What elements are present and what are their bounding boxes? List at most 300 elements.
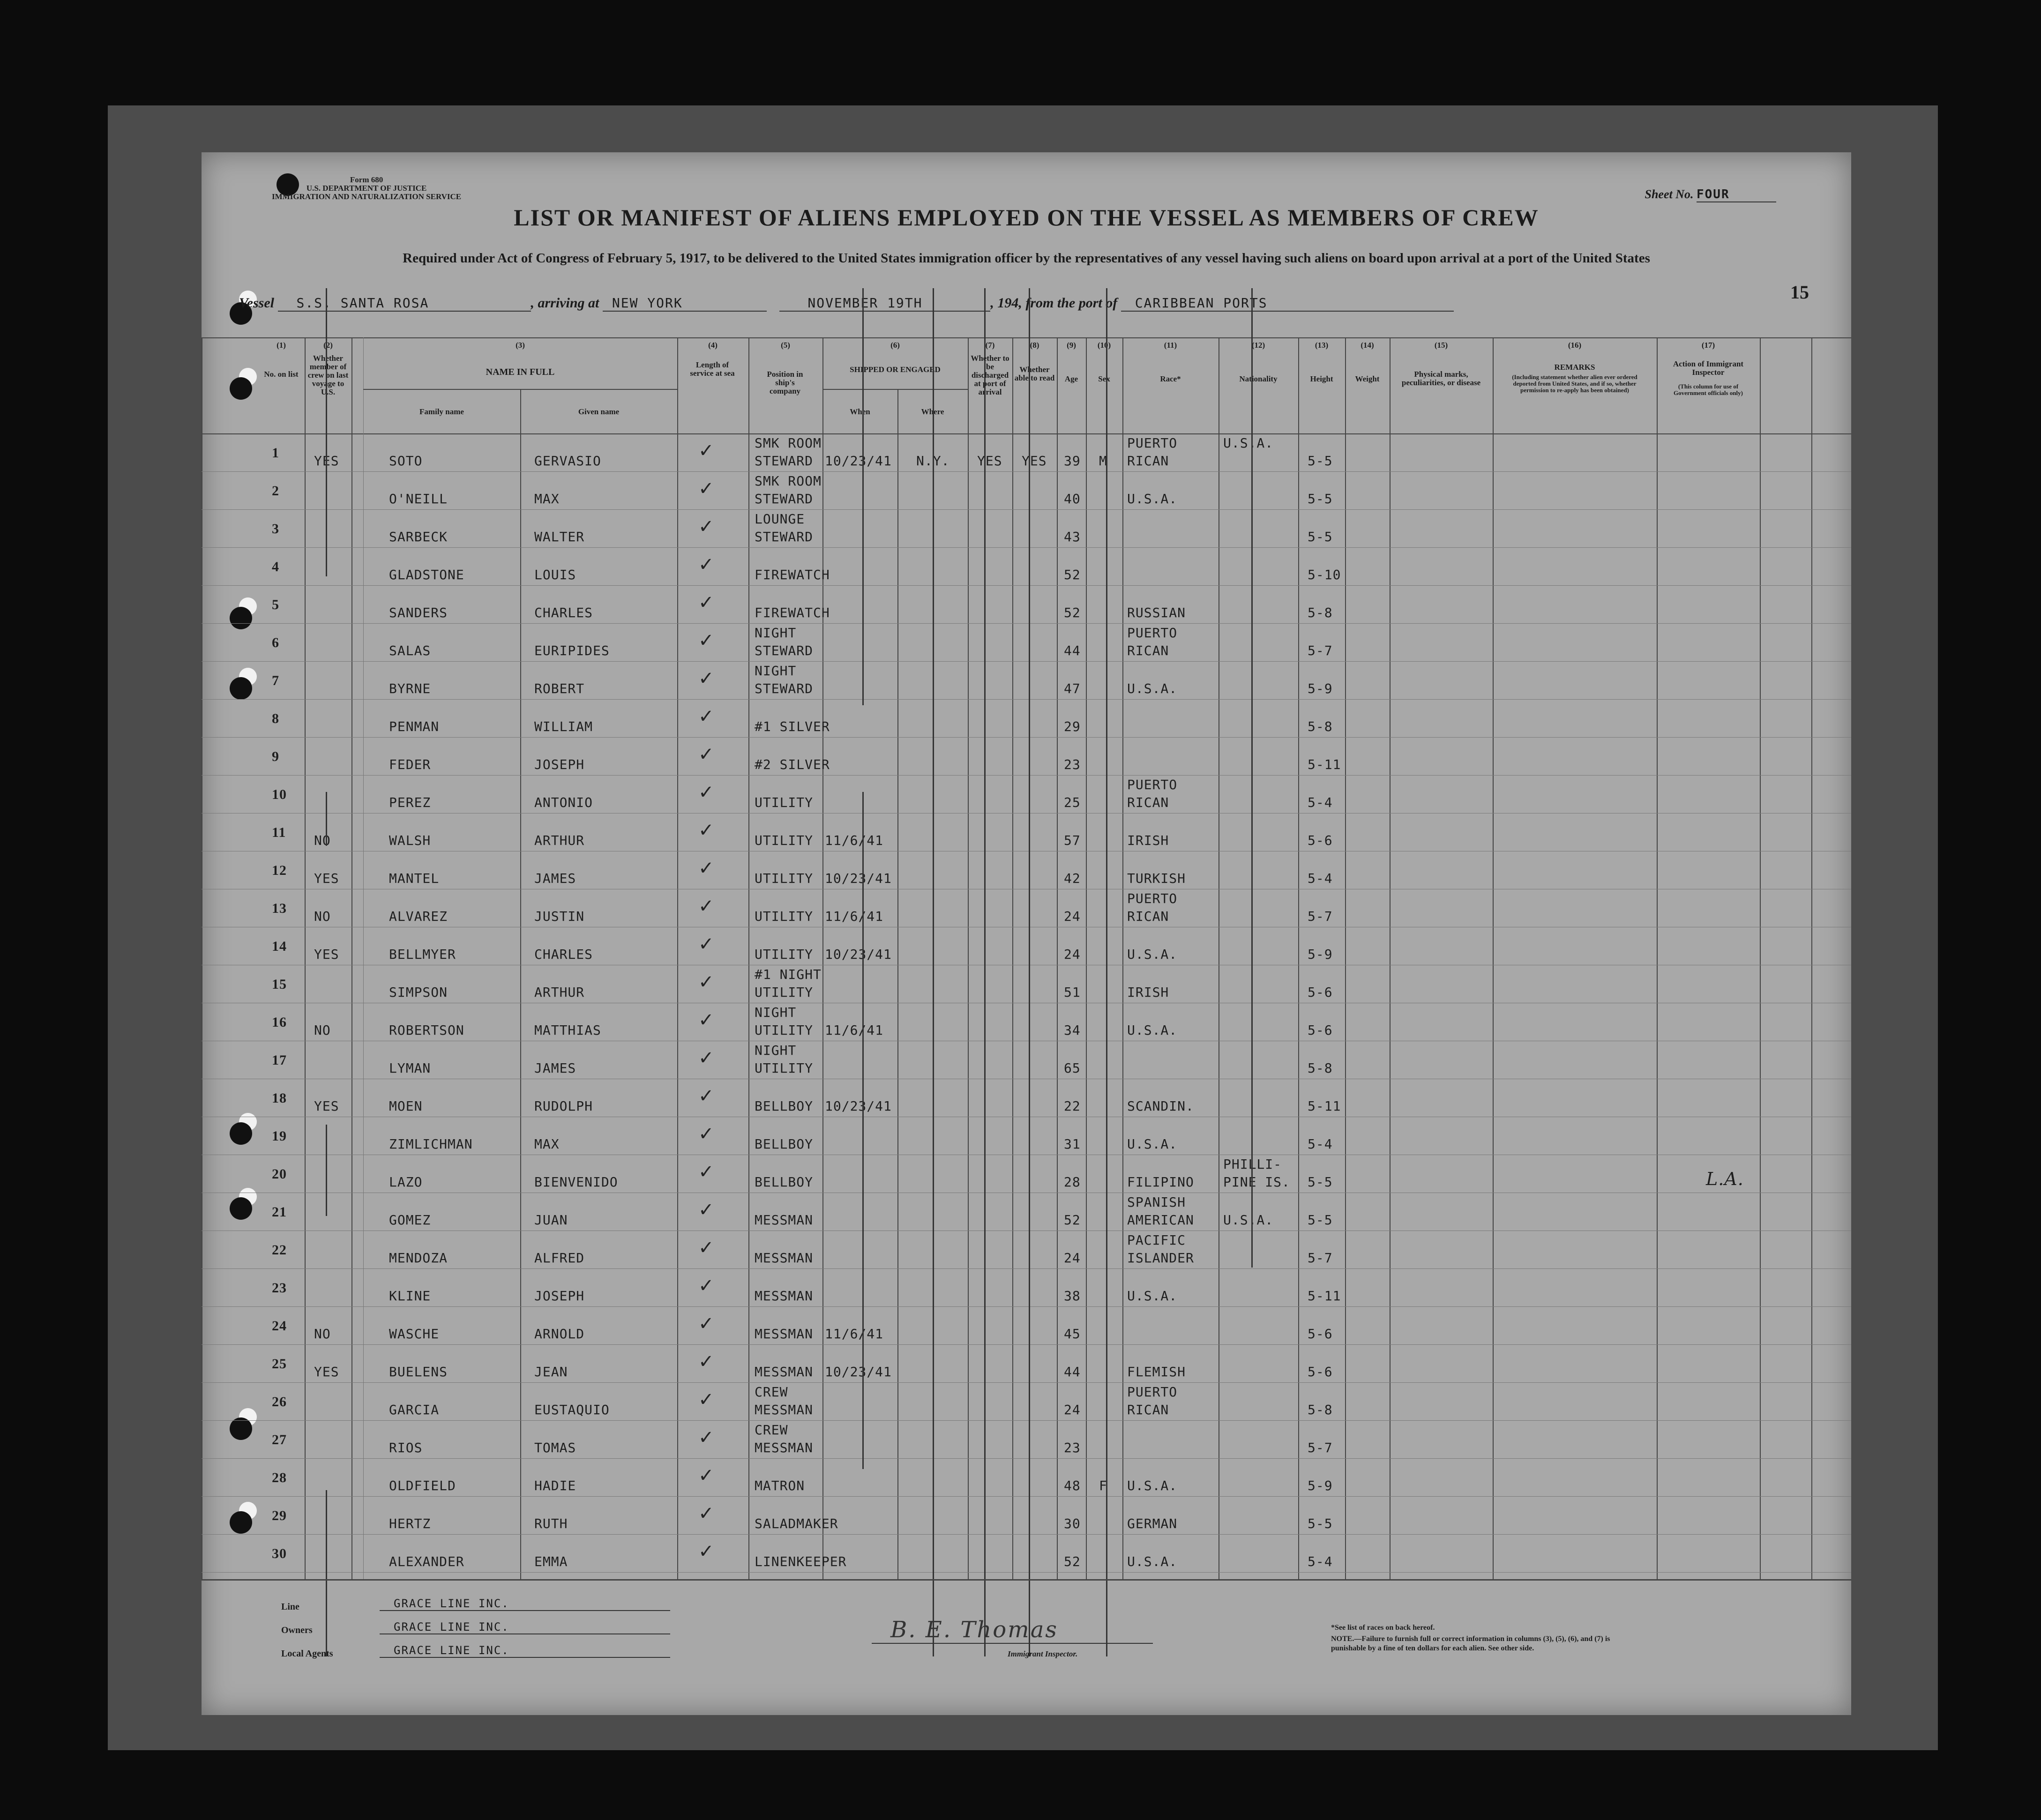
- family-name: PENMAN: [389, 719, 440, 734]
- service-check-mark: ✓: [698, 1162, 714, 1182]
- service-check-mark: ✓: [698, 1313, 714, 1334]
- penalty-note: NOTE.—Failure to furnish full or correct information in columns (3), (5), (6), and (7) is punishable by a fine of ten dollars for each alien. See other side.: [1331, 1635, 1610, 1652]
- given-name: MATTHIAS: [534, 1022, 601, 1038]
- row-rule: [202, 623, 1851, 624]
- col14-number: (14): [1361, 341, 1374, 350]
- race-line2: U.S.A.: [1127, 1136, 1178, 1152]
- family-name: OLDFIELD: [389, 1478, 456, 1493]
- ditto-stroke: [326, 792, 327, 846]
- height: 5-5: [1308, 1516, 1333, 1531]
- vessel-label: Vessel: [239, 295, 274, 311]
- row-rule: [202, 1458, 1851, 1459]
- nationality-line2: PINE IS.: [1223, 1174, 1290, 1190]
- family-name: SARBECK: [389, 529, 448, 545]
- row-number: 28: [272, 1470, 287, 1485]
- height: 5-5: [1308, 1212, 1333, 1228]
- race-line2: AMERICAN: [1127, 1212, 1194, 1228]
- service-check-mark: ✓: [698, 1124, 714, 1144]
- family-name: SOTO: [389, 453, 423, 469]
- last-voyage: YES: [314, 871, 339, 886]
- family-name: GLADSTONE: [389, 567, 464, 582]
- given-name: JEAN: [534, 1364, 568, 1380]
- race-line2: RICAN: [1127, 643, 1169, 658]
- shipped-when: 11/6/41: [825, 1022, 884, 1038]
- row-number: 13: [272, 901, 287, 916]
- races-note: *See list of races on back hereof.: [1331, 1624, 1435, 1632]
- arrival-year: , 194: [990, 295, 1019, 311]
- row-number: 30: [272, 1546, 287, 1561]
- service-check-mark: ✓: [698, 706, 714, 727]
- line-label: Line: [281, 1602, 299, 1612]
- service-check-mark: ✓: [698, 630, 714, 651]
- service-check-mark: ✓: [698, 1086, 714, 1106]
- given-name: ARTHUR: [534, 833, 585, 848]
- race-line2: RICAN: [1127, 795, 1169, 810]
- age: 34: [1064, 1022, 1081, 1038]
- position-line2: UTILITY: [755, 833, 814, 848]
- col9-number: (9): [1067, 341, 1076, 350]
- given-name: WILLIAM: [534, 719, 593, 734]
- height: 5-7: [1308, 643, 1333, 658]
- race-line2: U.S.A.: [1127, 947, 1178, 962]
- row-number: 14: [272, 939, 287, 954]
- last-voyage: NO: [314, 1326, 331, 1342]
- row-number: 8: [272, 711, 279, 726]
- service-check-mark: ✓: [698, 744, 714, 765]
- race-line1: PUERTO: [1127, 435, 1178, 451]
- from-label: , from the port of: [1018, 295, 1118, 311]
- given-name: JOSEPH: [534, 1288, 585, 1304]
- age: 51: [1064, 985, 1081, 1000]
- col17-subheader: (This column for use of Government officials only): [1673, 383, 1743, 396]
- col7-number: (7): [985, 341, 995, 350]
- col6-where-header: Where: [921, 407, 944, 416]
- service-check-mark: ✓: [698, 440, 714, 461]
- sheet-value: FOUR: [1697, 187, 1776, 202]
- position-line2: UTILITY: [755, 909, 814, 924]
- position-line2: MESSMAN: [755, 1288, 814, 1304]
- row-rule: [202, 1496, 1851, 1497]
- row-number: 5: [272, 597, 279, 612]
- col4-number: (4): [708, 341, 718, 350]
- family-name: MENDOZA: [389, 1250, 448, 1266]
- row-number: 27: [272, 1432, 287, 1447]
- service-check-mark: ✓: [698, 1389, 714, 1410]
- row-rule: [202, 471, 1851, 472]
- given-name: RUDOLPH: [534, 1098, 593, 1114]
- shipped-when: 10/23/41: [825, 1364, 892, 1380]
- height: 5-7: [1308, 1250, 1333, 1266]
- form-number: Form 680: [350, 175, 383, 184]
- col12-number: (12): [1251, 341, 1265, 350]
- row-number: 2: [272, 483, 279, 499]
- table-top-rule: [202, 337, 1851, 338]
- col6-number: (6): [890, 341, 900, 350]
- manifest-sheet: [202, 152, 1851, 1715]
- last-voyage: NO: [314, 833, 331, 848]
- shipped-when: 10/23/41: [825, 947, 892, 962]
- given-name: CHARLES: [534, 605, 593, 620]
- row-rule: [202, 1344, 1851, 1345]
- position-line1: CREW: [755, 1384, 788, 1400]
- race-line2: IRISH: [1127, 833, 1169, 848]
- row-number: 26: [272, 1394, 287, 1410]
- family-name: O'NEILL: [389, 491, 448, 507]
- race-line1: PUERTO: [1127, 777, 1178, 792]
- race-line2: RICAN: [1127, 1402, 1169, 1417]
- department: U.S. DEPARTMENT OF JUSTICE: [306, 184, 427, 193]
- col2-header: Whether member of crew on last voyage to U.S.: [307, 354, 349, 396]
- inspector-label: Immigrant Inspector.: [1008, 1649, 1078, 1658]
- given-name: EMMA: [534, 1554, 568, 1569]
- agents-label: Local Agents: [281, 1648, 333, 1659]
- owners-label: Owners: [281, 1625, 313, 1635]
- position-line2: MESSMAN: [755, 1212, 814, 1228]
- service-check-mark: ✓: [698, 1010, 714, 1030]
- family-name: ALEXANDER: [389, 1554, 464, 1569]
- position-line2: UTILITY: [755, 947, 814, 962]
- age: 31: [1064, 1136, 1081, 1152]
- position-line2: MESSMAN: [755, 1440, 814, 1455]
- row-number: 23: [272, 1280, 287, 1296]
- shipped-when: 11/6/41: [825, 1326, 884, 1342]
- height: 5-10: [1308, 567, 1341, 582]
- race-line2: SCANDIN.: [1127, 1098, 1194, 1114]
- race-line2: U.S.A.: [1127, 1554, 1178, 1569]
- position-line1: NIGHT: [755, 1005, 797, 1020]
- page-subtitle: Required under Act of Congress of February 5, 1917, to be delivered to the United States immigration officer by the representatives of any vessel having such aliens on board upon arrival at a port of the United States: [403, 251, 1650, 266]
- height: 5-5: [1308, 1174, 1333, 1190]
- given-name: JOSEPH: [534, 757, 585, 772]
- row-number: 21: [272, 1204, 287, 1220]
- service-check-mark: ✓: [698, 1465, 714, 1486]
- last-voyage: YES: [314, 1098, 339, 1114]
- race-line1: PUERTO: [1127, 891, 1178, 906]
- service-check-mark: ✓: [698, 896, 714, 917]
- position-line2: #1 SILVER: [755, 719, 830, 734]
- ditto-stroke: [1251, 288, 1253, 1268]
- position-line1: LOUNGE: [755, 511, 805, 527]
- col17-header: Action of Immigrant Inspector: [1673, 359, 1744, 377]
- position-line2: BELLBOY: [755, 1098, 814, 1114]
- row-number: 11: [272, 825, 286, 840]
- col3-given-header: Given name: [578, 407, 620, 416]
- arrival-date: NOVEMBER 19TH: [779, 295, 990, 312]
- last-voyage: YES: [314, 947, 339, 962]
- race-line2: GERMAN: [1127, 1516, 1178, 1531]
- position-line2: BELLBOY: [755, 1136, 814, 1152]
- owners-value: GRACE LINE INC.: [380, 1620, 670, 1634]
- height: 5-7: [1308, 909, 1333, 924]
- row-rule: [202, 1534, 1851, 1535]
- age: 65: [1064, 1060, 1081, 1076]
- given-name: EUSTAQUIO: [534, 1402, 610, 1417]
- family-name: ROBERTSON: [389, 1022, 464, 1038]
- service-check-mark: ✓: [698, 1275, 714, 1296]
- col3-family-header: Family name: [419, 407, 464, 416]
- last-voyage: YES: [314, 453, 339, 469]
- ditto-stroke: [1106, 288, 1107, 1656]
- position-line2: STEWARD: [755, 529, 814, 545]
- manifest-footer: [202, 1579, 1851, 1715]
- given-name: CHARLES: [534, 947, 593, 962]
- col3-number: (3): [516, 341, 525, 350]
- col16-number: (16): [1568, 341, 1582, 350]
- given-name: ROBERT: [534, 681, 585, 696]
- race-line2: U.S.A.: [1127, 1288, 1178, 1304]
- age: 24: [1064, 947, 1081, 962]
- form-identifier: [272, 176, 461, 201]
- family-name: ALVAREZ: [389, 909, 448, 924]
- col8-number: (8): [1030, 341, 1039, 350]
- position-line2: MESSMAN: [755, 1364, 814, 1380]
- family-name: WALSH: [389, 833, 431, 848]
- ditto-stroke: [862, 792, 864, 1469]
- row-number: 18: [272, 1090, 287, 1106]
- age: 28: [1064, 1174, 1081, 1190]
- race-line2: ISLANDER: [1127, 1250, 1194, 1266]
- col15-header: Physical marks, peculiarities, or disease: [1401, 370, 1481, 387]
- position-line2: UTILITY: [755, 871, 814, 886]
- family-name: PEREZ: [389, 795, 431, 810]
- height: 5-11: [1308, 1098, 1341, 1114]
- age: 52: [1064, 605, 1081, 620]
- col16-header: REMARKS: [1554, 363, 1595, 372]
- last-voyage: YES: [314, 1364, 339, 1380]
- given-name: ANTONIO: [534, 795, 593, 810]
- ditto-stroke: [984, 288, 986, 1656]
- age: 23: [1064, 1440, 1081, 1455]
- height: 5-4: [1308, 795, 1333, 810]
- arriving-label: , arriving at: [531, 295, 599, 311]
- position-line1: NIGHT: [755, 1043, 797, 1058]
- sheet-number: [1645, 187, 1777, 202]
- position-line2: BELLBOY: [755, 1174, 814, 1190]
- height: 5-9: [1308, 947, 1333, 962]
- family-name: SIMPSON: [389, 985, 448, 1000]
- shipped-when: 10/23/41: [825, 453, 892, 469]
- height: 5-8: [1308, 1402, 1333, 1417]
- position-line2: MATRON: [755, 1478, 805, 1493]
- last-voyage: NO: [314, 909, 331, 924]
- col3-header: NAME IN FULL: [486, 367, 555, 377]
- service-check-mark: ✓: [698, 972, 714, 992]
- col1-header: No. on list: [264, 370, 299, 379]
- col9-header: Age: [1064, 374, 1078, 383]
- family-name: MOEN: [389, 1098, 423, 1114]
- col11-header: Race*: [1160, 374, 1181, 383]
- col12-header: Nationality: [1239, 374, 1278, 383]
- ditto-stroke: [326, 1125, 327, 1216]
- given-name: WALTER: [534, 529, 585, 545]
- position-line2: MESSMAN: [755, 1250, 814, 1266]
- age: 39: [1064, 453, 1081, 469]
- age: 52: [1064, 1212, 1081, 1228]
- family-name: LYMAN: [389, 1060, 431, 1076]
- row-rule: [202, 1268, 1851, 1269]
- age: 24: [1064, 909, 1081, 924]
- family-name: SANDERS: [389, 605, 448, 620]
- race-line2: RUSSIAN: [1127, 605, 1186, 620]
- line-value: GRACE LINE INC.: [380, 1597, 670, 1611]
- last-voyage: NO: [314, 1022, 331, 1038]
- age: 24: [1064, 1402, 1081, 1417]
- vessel-name: S.S. SANTA ROSA: [278, 295, 531, 312]
- given-name: LOUIS: [534, 567, 576, 582]
- family-name: SALAS: [389, 643, 431, 658]
- family-name: GARCIA: [389, 1402, 440, 1417]
- given-name: HADIE: [534, 1478, 576, 1493]
- nationality-line1: U.S.A.: [1223, 435, 1274, 451]
- row-number: 6: [272, 635, 279, 650]
- col6-header: SHIPPED OR ENGAGED: [850, 365, 941, 374]
- ditto-stroke: [326, 288, 327, 576]
- col5-header: Position in ship's company: [767, 370, 803, 395]
- height: 5-6: [1308, 833, 1333, 848]
- race-line2: RICAN: [1127, 453, 1169, 469]
- height: 5-4: [1308, 1554, 1333, 1569]
- col4-header: Length of service at sea: [690, 360, 735, 378]
- col2-number: (2): [323, 341, 333, 350]
- row-number: 1: [272, 445, 279, 461]
- family-name: LAZO: [389, 1174, 423, 1190]
- col7-header: Whether to be discharged at port of arrival: [971, 354, 1009, 396]
- row-rule: [202, 661, 1851, 662]
- service-check-mark: ✓: [698, 1541, 714, 1562]
- row-rule: [202, 547, 1851, 548]
- service-check-mark: ✓: [698, 1200, 714, 1220]
- race-line2: U.S.A.: [1127, 1022, 1178, 1038]
- family-name: FEDER: [389, 757, 431, 772]
- race-line1: PUERTO: [1127, 1384, 1178, 1400]
- service: IMMIGRATION AND NATURALIZATION SERVICE: [272, 192, 462, 201]
- given-name: TOMAS: [534, 1440, 576, 1455]
- age: 52: [1064, 567, 1081, 582]
- page-title: LIST OR MANIFEST OF ALIENS EMPLOYED ON THE VESSEL AS MEMBERS OF CREW: [514, 204, 1539, 231]
- family-name: ZIMLICHMAN: [389, 1136, 473, 1152]
- shipped-when: 11/6/41: [825, 909, 884, 924]
- height: 5-6: [1308, 1326, 1333, 1342]
- race-line1: PUERTO: [1127, 625, 1178, 641]
- row-number: 7: [272, 673, 279, 688]
- service-check-mark: ✓: [698, 1048, 714, 1068]
- service-check-mark: ✓: [698, 1427, 714, 1448]
- row-rule: [202, 1420, 1851, 1421]
- ditto-stroke: [933, 288, 934, 1656]
- race-line2: IRISH: [1127, 985, 1169, 1000]
- position-line1: NIGHT: [755, 663, 797, 679]
- age: 44: [1064, 643, 1081, 658]
- shipped-when: 10/23/41: [825, 1098, 892, 1114]
- given-name: JUSTIN: [534, 909, 585, 924]
- position-line2: #2 SILVER: [755, 757, 830, 772]
- given-name: JUAN: [534, 1212, 568, 1228]
- race-line2: TURKISH: [1127, 871, 1186, 886]
- race-line1: SPANISH: [1127, 1194, 1186, 1210]
- age: 42: [1064, 871, 1081, 886]
- col13-number: (13): [1315, 341, 1329, 350]
- col8-header: Whether able to read: [1014, 365, 1055, 382]
- age: 22: [1064, 1098, 1081, 1114]
- height: 5-6: [1308, 1022, 1333, 1038]
- col5-number: (5): [781, 341, 790, 350]
- service-check-mark: ✓: [698, 554, 714, 575]
- position-line2: STEWARD: [755, 491, 814, 507]
- position-line1: SMK ROOM: [755, 435, 822, 451]
- race-line2: FLEMISH: [1127, 1364, 1186, 1380]
- col13-header: Height: [1310, 374, 1333, 383]
- sheet-label: Sheet No.: [1645, 187, 1694, 201]
- family-name: HERTZ: [389, 1516, 431, 1531]
- position-line1: CREW: [755, 1422, 788, 1438]
- row-number: 15: [272, 977, 287, 992]
- position-line2: FIREWATCH: [755, 567, 830, 582]
- given-name: ALFRED: [534, 1250, 585, 1266]
- age: 52: [1064, 1554, 1081, 1569]
- row-number: 4: [272, 559, 279, 574]
- row-number: 3: [272, 521, 279, 537]
- family-name: BELLMYER: [389, 947, 456, 962]
- given-name: BIENVENIDO: [534, 1174, 618, 1190]
- from-port: CARIBBEAN PORTS: [1121, 295, 1454, 312]
- agents-value: GRACE LINE INC.: [380, 1644, 670, 1658]
- position-line1: SMK ROOM: [755, 473, 822, 489]
- height: 5-6: [1308, 985, 1333, 1000]
- shipped-where: N.Y.: [916, 453, 950, 469]
- race-line2: U.S.A.: [1127, 1478, 1178, 1493]
- height: 5-5: [1308, 491, 1333, 507]
- position-line1: NIGHT: [755, 625, 797, 641]
- age: 38: [1064, 1288, 1081, 1304]
- age: 40: [1064, 491, 1081, 507]
- row-rule: [202, 737, 1851, 738]
- height: 5-9: [1308, 1478, 1333, 1493]
- ditto-stroke: [1029, 288, 1030, 1656]
- service-check-mark: ✓: [698, 820, 714, 841]
- height: 5-9: [1308, 681, 1333, 696]
- height: 5-11: [1308, 757, 1341, 772]
- family-name: KLINE: [389, 1288, 431, 1304]
- age: 24: [1064, 1250, 1081, 1266]
- height: 5-7: [1308, 1440, 1333, 1455]
- discharged: YES: [977, 453, 1002, 469]
- race-line2: U.S.A.: [1127, 491, 1178, 507]
- age: 23: [1064, 757, 1081, 772]
- age: 57: [1064, 833, 1081, 848]
- nationality-line2: U.S.A.: [1223, 1212, 1274, 1228]
- row-rule: [202, 1382, 1851, 1383]
- age: 45: [1064, 1326, 1081, 1342]
- service-check-mark: ✓: [698, 1238, 714, 1258]
- race-line1: PACIFIC: [1127, 1232, 1186, 1248]
- given-name: JAMES: [534, 1060, 576, 1076]
- age: 47: [1064, 681, 1081, 696]
- race-line2: FILIPINO: [1127, 1174, 1194, 1190]
- service-check-mark: ✓: [698, 782, 714, 803]
- inspector-action: L.A.: [1706, 1169, 1744, 1189]
- service-check-mark: ✓: [698, 1503, 714, 1524]
- height: 5-5: [1308, 453, 1333, 469]
- age: 29: [1064, 719, 1081, 734]
- crew-table: [202, 337, 1851, 1579]
- ditto-stroke: [862, 288, 864, 705]
- family-name: BYRNE: [389, 681, 431, 696]
- col15-number: (15): [1434, 341, 1448, 350]
- position-line2: UTILITY: [755, 1060, 814, 1076]
- row-number: 10: [272, 787, 287, 802]
- inspector-signature: B. E. Thomas: [872, 1617, 1153, 1644]
- arrival-port: NEW YORK: [603, 295, 767, 312]
